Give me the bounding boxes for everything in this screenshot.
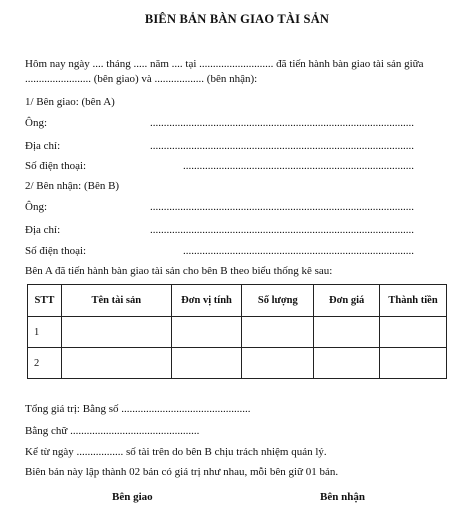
table-cell-quantity[interactable] bbox=[242, 317, 314, 348]
signature-receiver: Bên nhận bbox=[320, 491, 365, 503]
col-header-asset-name: Tên tài sản bbox=[61, 285, 171, 317]
party-b-name-label: Ông: bbox=[25, 201, 47, 213]
table-row bbox=[28, 317, 447, 348]
table-cell-unit-price[interactable] bbox=[314, 317, 380, 348]
intro-line-2: ........................ (bên giao) và .................. (bên nhận): bbox=[25, 73, 258, 85]
table-cell-asset-name[interactable] bbox=[61, 317, 171, 348]
party-a-name-label: Ông: bbox=[25, 117, 47, 129]
party-a-name-field[interactable]: ................................................................................................ bbox=[150, 117, 414, 129]
total-words-line: Bằng chữ ............................................... bbox=[25, 425, 200, 437]
table-cell-unit-price[interactable] bbox=[314, 348, 380, 379]
party-b-phone-label: Số điện thoại: bbox=[25, 245, 87, 257]
table-cell-unit[interactable] bbox=[171, 317, 242, 348]
party-a-phone-label: Số điện thoại: bbox=[25, 160, 87, 172]
party-a-heading: 1/ Bên giao: (bên A) bbox=[25, 96, 115, 108]
table-cell-asset-name[interactable] bbox=[61, 348, 171, 379]
party-b-name-field[interactable]: ................................................................................................ bbox=[150, 201, 414, 213]
party-b-phone-field[interactable]: .................................................................................... bbox=[183, 245, 414, 257]
statement-line: Bên A đã tiến hành bàn giao tài sản cho bên B theo biểu thống kê sau: bbox=[25, 265, 333, 277]
col-header-stt: STT bbox=[28, 285, 62, 317]
col-header-unit-price: Đơn giá bbox=[314, 285, 380, 317]
signature-giver: Bên giao bbox=[112, 491, 153, 503]
party-a-phone-field[interactable]: .................................................................................... bbox=[183, 160, 414, 172]
total-numeric-line: Tổng giá trị: Bằng số ............................................... bbox=[25, 403, 251, 415]
responsibility-line: Kể từ ngày ................. số tài trên do bên B chịu trách nhiệm quản lý. bbox=[25, 446, 327, 458]
table-cell-amount[interactable] bbox=[380, 317, 447, 348]
document-title: BIÊN BẢN BÀN GIAO TÀI SẢN bbox=[144, 12, 330, 26]
asset-table bbox=[27, 284, 447, 379]
table-cell-stt: 2 bbox=[28, 348, 62, 379]
table-cell-unit[interactable] bbox=[171, 348, 242, 379]
table-cell-amount[interactable] bbox=[380, 348, 447, 379]
party-b-address-field[interactable]: ................................................................................................ bbox=[150, 224, 414, 236]
col-header-quantity: Số lượng bbox=[242, 285, 314, 317]
table-cell-stt: 1 bbox=[28, 317, 62, 348]
table-header-row bbox=[28, 285, 447, 317]
col-header-amount: Thành tiền bbox=[380, 285, 447, 317]
table-row bbox=[28, 348, 447, 379]
party-b-address-label: Địa chỉ: bbox=[25, 224, 61, 236]
party-a-address-label: Địa chỉ: bbox=[25, 140, 61, 152]
col-header-unit: Đơn vị tính bbox=[171, 285, 242, 317]
party-b-heading: 2/ Bên nhận: (Bên B) bbox=[25, 180, 120, 192]
intro-line-1: Hôm nay ngày .... tháng ..... năm .... tại ........................... đã tiến hành bàn giao tài sản giữa bbox=[25, 58, 424, 70]
copies-line: Biên bản này lập thành 02 bản có giá trị như nhau, mỗi bên giữ 01 bản. bbox=[25, 466, 339, 478]
party-a-address-field[interactable]: ................................................................................................ bbox=[150, 140, 414, 152]
table-cell-quantity[interactable] bbox=[242, 348, 314, 379]
